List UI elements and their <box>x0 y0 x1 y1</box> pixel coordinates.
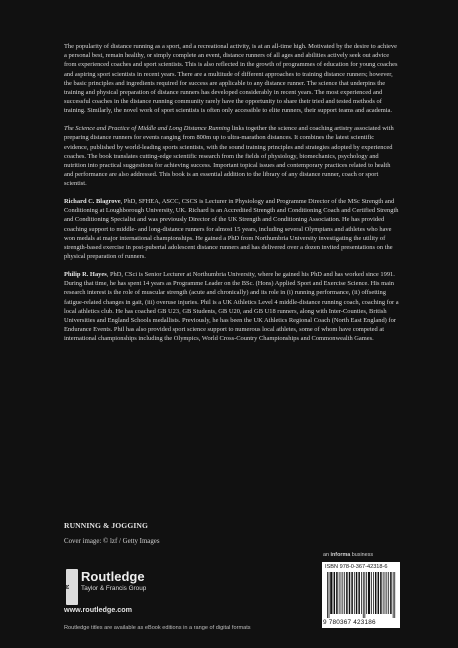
barcode-bar <box>341 572 342 614</box>
barcode-bar <box>373 572 374 614</box>
isbn-label: ISBN 978-0-367-42318-6 <box>325 564 388 570</box>
author-bio-text-blagrove: , PhD, SFHEA, ASCC, CSCS is Lecturer in Physiology and Programme Director of the MSc Strength and Conditioning at Loughborough University, UK. Richard is an Accredited Strength and Conditioning Coach and Certified Strength and Conditioning Specialist and was previously Director of the UK Strength and Conditioning Association. He has provided coaching support to middle- and long-distance runners for almost 15 years, including several Olympians and athletes who have won medals at major international championships. He gained a PhD from Northumbria University investigating the utility of strength-based exercise in post-pubertal adolescent distance runners and has delivered over a dozen invited presentations on the physical preparation of runners. <box>64 198 399 261</box>
barcode-bar <box>388 572 389 614</box>
book-description-paragraph <box>64 124 400 188</box>
back-cover-text <box>64 42 400 352</box>
barcode-bar <box>363 572 364 618</box>
author-bio-hayes <box>64 270 400 344</box>
barcode-bar <box>394 572 395 618</box>
informa-business-label <box>323 552 373 558</box>
barcode-bar <box>327 572 328 618</box>
barcode-bar <box>386 572 387 614</box>
barcode-bar <box>390 572 392 614</box>
book-description-text: links together the science and coaching artistry associated with preparing distance runners for events ranging from 800m up to ultra-marathon distances. It combines the latest scientific evidence, published by world-leading sports scientists, with the sound training principles and strategies adopted by experienced coaches. The book translates cutting-edge scientific research from the fields of physiology, biomechanics, psychology and nutrition into practical suggestions for achieving success. Important topical issues and contemporary practices related to health and performance are also addressed. This book is an essential addition to the library of any distance runner, coach or sport scientist. <box>64 125 394 188</box>
barcode-bar <box>385 572 386 614</box>
book-title: The Science and Practice of Middle and Long Distance Running <box>64 125 231 133</box>
author-bio-blagrove <box>64 197 400 261</box>
barcode-bar <box>371 572 372 614</box>
publisher-name: Routledge <box>81 569 145 584</box>
publisher-url[interactable]: www.routledge.com <box>64 605 133 614</box>
barcode-bar <box>358 572 360 614</box>
barcode-bar <box>375 572 377 614</box>
barcode-bar <box>380 572 382 614</box>
barcode-bar <box>339 572 340 614</box>
informa-brand: informa <box>330 552 351 558</box>
subject-category: RUNNING & JOGGING <box>64 521 148 530</box>
barcode-bar <box>354 572 355 614</box>
barcode-icon <box>324 572 398 618</box>
barcode-bar <box>366 572 367 614</box>
barcode-bar <box>364 572 365 618</box>
author-name-blagrove: Richard C. Blagrove <box>64 198 121 206</box>
author-bio-text-hayes: , PhD, CSci is Senior Lecturer at Northumbria University, where he gained his PhD and has worked since 1991. During that time, he has spent 14 years as Programme Leader on the BSc. (Hons) Applied Sport and Exercise Science. His main research interest is the role of muscular strength (acute and chronically) and its role in (i) running performance, (ii) offsetting fatigue-related changes in gait, (iii) overuse injuries. Phil is a UK Athletics Level 4 middle-distance running coach, coaching for a local athletics club. He has coached GB U23, GB Students, GB U20, and GB U18 runners, along with Inter-Counties, British Universities and England Schools medallists. Previously, he has been the UK Athletics Regional Coach (North East England) for Endurance Events. Phil has also provided sport science support to numerous local athletes, some of whom have competed at international championships including the Olympics, World Cross-Country Championships and Commonwealth Games. <box>64 270 399 343</box>
intro-paragraph: The popularity of distance running as a sport, and a recreational activity, is at an all-time high. Motivated by the desire to achieve a personal best, remain healthy, or simply complete an event, distance runners of all ages and abilities actively seek out advice from experienced coaches and sport scientists. This is also reflected in the growth of programmes of education for young coaches and aspiring sport scientists in recent years. There are a multitude of different approaches to training distance runners; however, the basic principles and ingredients required for success are applicable to any distance runner. The science that underpins the training and physical preparation of distance runners has developed considerably in recent years. The most experienced and successful coaches in the distance running community rarely have the opportunity to share their tried and tested methods of training. Similarly, the novel work of sport scientists is often only accessible to elite runners, their support teams and academia. <box>64 43 398 115</box>
barcode-bar <box>361 572 362 614</box>
cover-image-credit: Cover image: © lzf / Getty Images <box>64 538 160 545</box>
barcode-bar <box>351 572 353 614</box>
barcode-bar <box>356 572 358 614</box>
ean-digits: 9 780367 423186 <box>323 619 376 626</box>
barcode-bar <box>330 572 332 614</box>
barcode-bar <box>378 572 380 614</box>
routledge-logo-letter: R <box>65 584 71 590</box>
barcode-bar <box>368 572 370 614</box>
barcode-bar <box>349 572 351 614</box>
barcode-bar <box>329 572 330 618</box>
informa-suffix: business <box>350 552 374 558</box>
barcode-bar <box>383 572 384 614</box>
publisher-group: Taylor & Francis Group <box>81 585 147 592</box>
author-name-hayes: Philip R. Hayes <box>64 270 107 278</box>
routledge-logo-icon <box>66 569 78 605</box>
barcode-bar <box>342 572 343 614</box>
barcode-bar <box>334 572 336 614</box>
barcode-bar <box>393 572 394 618</box>
barcode-bar <box>346 572 348 614</box>
isbn-barcode <box>322 562 400 628</box>
barcode-bar <box>336 572 338 614</box>
barcode-bar <box>344 572 345 614</box>
informa-prefix: an <box>323 552 331 558</box>
ebook-note: Routledge titles are available as eBook editions in a range of digital formats <box>64 625 251 631</box>
